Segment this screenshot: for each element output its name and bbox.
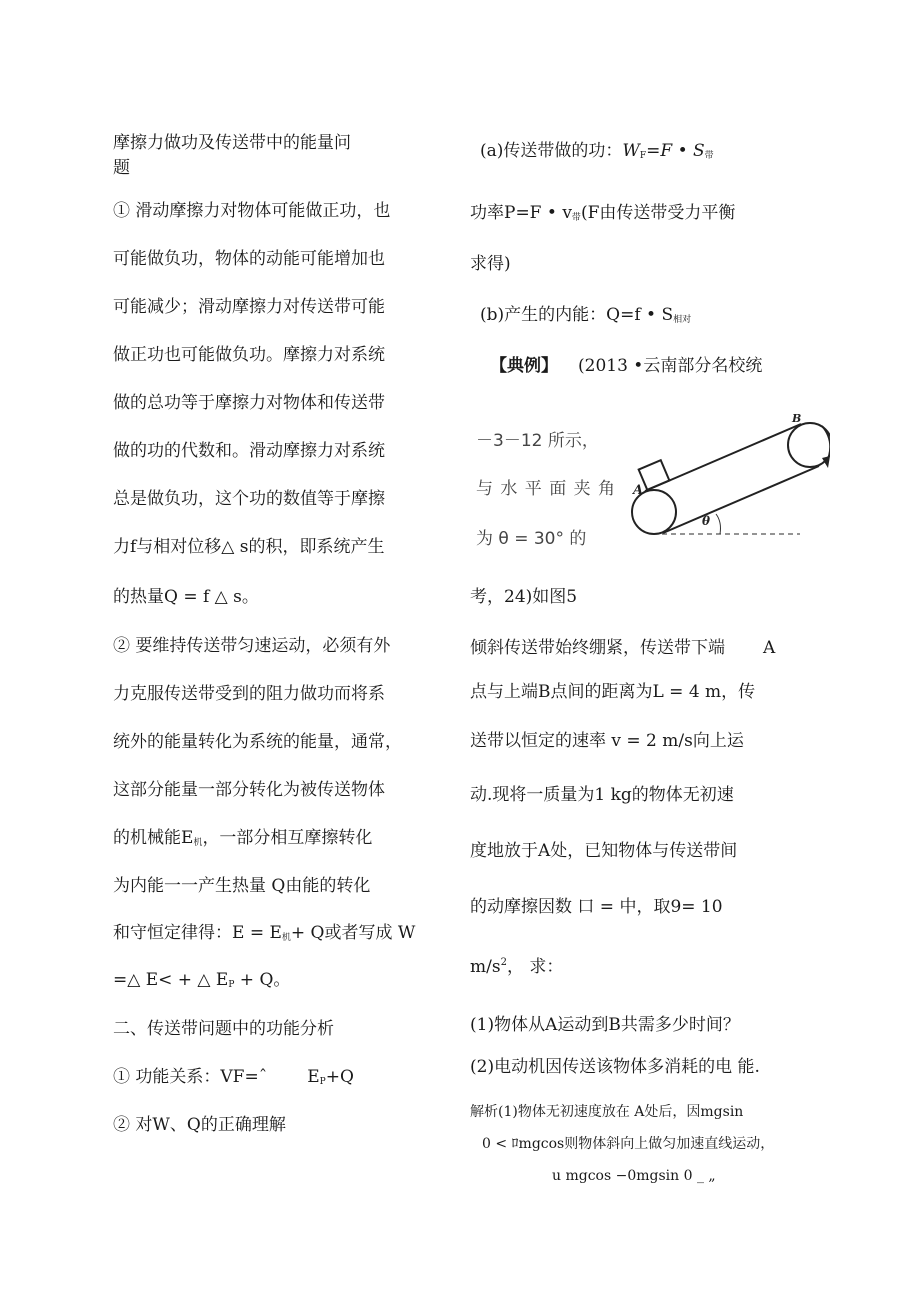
question-1: (1)物体从A运动到B共需多少时间？	[470, 1015, 740, 1035]
doc-title-line-1: 摩擦力做功及传送带中的能量问	[113, 133, 351, 153]
para1-line: ① 滑动摩擦力对物体可能做正功，也	[113, 201, 391, 221]
problem-line: $m/s^2$， 求：	[470, 957, 564, 977]
figure-caption-line: 与 水 平 面 夹 角	[476, 479, 617, 499]
label-theta: θ	[702, 514, 711, 528]
para2-line: 力克服传送带受到的阻力做功而将系	[113, 684, 385, 704]
power-line-cont: 求得)	[470, 254, 511, 274]
para1-line: 做正功也可能做负功。摩擦力对系统	[113, 345, 385, 365]
para1-line: 做的功的代数和。滑动摩擦力对系统	[113, 441, 385, 461]
para1-line: 可能做负功，物体的动能可能增加也	[113, 249, 385, 269]
para2-line: 为内能一一产生热量 Q由能的转化	[113, 876, 371, 896]
understanding-item: ② 对W、Q的正确理解	[113, 1115, 286, 1135]
problem-line: 点与上端B点间的距离为L = 4 m，传	[470, 682, 756, 702]
figure-caption-line: 为 θ = 30° 的	[476, 529, 587, 549]
para1-line: 的热量Q = f △ s。	[113, 587, 259, 607]
para2-line: 的机械能$E_机$，一部分相互摩擦转化	[113, 828, 373, 848]
heat-line: (b)产生的内能：Q=f • $S_{相对}$	[480, 305, 692, 325]
solution-line: u mgcos −0mgsin 0 _ „	[552, 1168, 716, 1184]
problem-line: 倾斜传送带始终绷紧，传送带下端 A	[470, 638, 776, 658]
label-B: B	[792, 412, 802, 425]
para1-line: 总是做负功，这个功的数值等于摩擦	[113, 489, 385, 509]
para2-line: 统外的能量转化为系统的能量，通常，	[113, 732, 402, 752]
belt-work-line: (a)传送带做的功：$W_F=F$ • $S_带$	[480, 141, 714, 161]
incline-belt-diagram	[470, 412, 830, 552]
para1-line: 可能减少；滑动摩擦力对传送带可能	[113, 297, 385, 317]
section-heading: 二、传送带问题中的功能分析	[113, 1019, 334, 1039]
doc-title-line-2: 题	[113, 158, 130, 178]
para1-line: 做的总功等于摩擦力对物体和传送带	[113, 393, 385, 413]
figure-caption-line: －3－12 所示，	[476, 431, 599, 451]
block-on-belt	[639, 460, 670, 490]
para1-line: 力f与相对位移△ s的积，即系统产生	[113, 537, 385, 557]
solution-line: 0 < ﾛmgcos则物体斜向上做匀加速直线运动，	[482, 1136, 775, 1152]
belt-bottom	[663, 466, 819, 533]
energy-relation-item: ① 功能关系：VF=ˆ $E_P+Q$	[113, 1067, 354, 1087]
problem-line: 考，24)如图5	[470, 587, 578, 607]
para2-line: ② 要维持传送带匀速运动，必须有外	[113, 636, 391, 656]
angle-arc	[716, 514, 721, 534]
problem-line: 送带以恒定的速率 v = 2 m/s向上运	[470, 731, 744, 751]
example-heading: 【典例】 (2013 •云南部分名校统	[490, 356, 763, 376]
power-line: 功率P=F • $v_带(F$由传送带受力平衡	[470, 203, 736, 223]
problem-line: 的动摩擦因数 口 = 中，取9= 10	[470, 897, 723, 917]
solution-line: 解析(1)物体无初速度放在 A处后，因mgsin	[470, 1104, 744, 1120]
conveyor-figure	[470, 412, 830, 552]
question-2: (2)电动机因传送该物体多消耗的电 能.	[470, 1057, 760, 1077]
problem-line: 度地放于A处，已知物体与传送带间	[470, 841, 738, 861]
para2-line: 这部分能量一部分转化为被传送物体	[113, 780, 385, 800]
para2-line: 和守恒定律得：$E = E_机+ Q$或者写成 W	[113, 923, 416, 943]
problem-line: 动.现将一质量为1 kg的物体无初速	[470, 785, 734, 805]
label-A: A	[633, 483, 644, 498]
para2-line: =△ E< + △ $E_P + Q$。	[113, 970, 291, 990]
